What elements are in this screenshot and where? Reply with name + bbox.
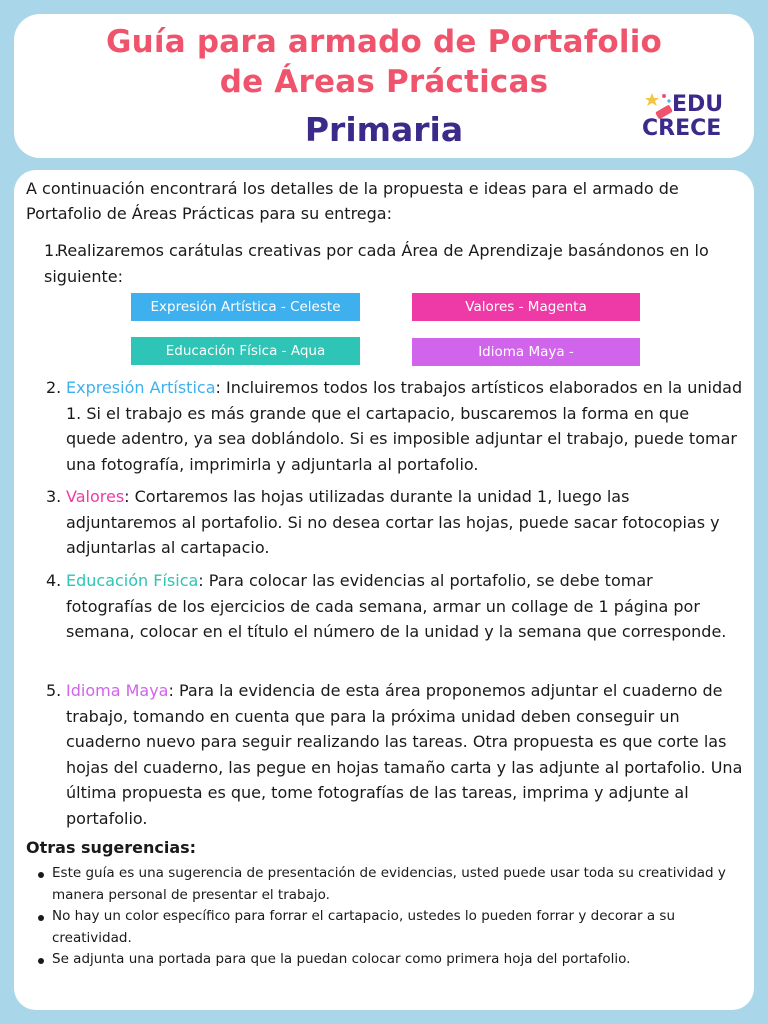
color-box-aqua: Educación Física - Aqua <box>131 337 360 365</box>
item-number: 1. <box>44 241 60 260</box>
logo-text-top: EDU <box>672 92 724 117</box>
bullet-icon <box>38 872 44 878</box>
item-text: : Para colocar las evidencias al portafolio, se debe tomar fotografías de los ejercicios de cada semana, armar un collage de 1 página por semana, colocar en el título el número de la unidad y la semana que corresponde. <box>66 571 727 641</box>
area-name-valores: Valores <box>66 487 125 506</box>
subtitle: Primaria <box>304 110 464 149</box>
other-suggestions-title: Otras sugerencias: <box>26 838 197 857</box>
item-text: : Cortaremos las hojas utilizadas durante la unidad 1, luego las adjuntaremos al portafolio. Si no desea cortar las hojas, puede sacar fotocopias y adjuntarlas al cartapacio. <box>66 487 720 557</box>
area-name-idioma-maya: Idioma Maya <box>66 681 169 700</box>
educrece-logo <box>636 90 736 146</box>
list-item-4 <box>46 568 744 645</box>
color-box-magenta: Valores - Magenta <box>412 293 640 321</box>
color-box-celeste: Expresión Artística - Celeste <box>131 293 360 321</box>
bullet-icon <box>38 915 44 921</box>
item-number: 2. <box>46 378 62 397</box>
list-item: Se adjunta una portada para que la puedan colocar como primera hoja del portafolio. <box>36 949 744 971</box>
title-line-1: Guía para armado de Portafolio <box>105 24 663 60</box>
title-line-2: de Áreas Prácticas <box>219 64 549 100</box>
logo-text-bottom: CRECE <box>642 116 722 141</box>
item-text: : Para la evidencia de esta área proponemos adjuntar el cuaderno de trabajo, tomando en cuenta que para la próxima unidad deben conseguir un cuaderno nuevo para seguir realizando las tareas. Otra propuesta es que corte las hojas del cuaderno, las pegue en hojas tamaño carta y las adjunte al portafolio. Una última propuesta es que, tome fotografías de las tareas, imprima y adjunte al portafolio. <box>66 681 743 828</box>
area-name-educacion-fisica: Educación Física <box>66 571 199 590</box>
item-number: 4. <box>46 571 62 590</box>
list-item-2 <box>46 375 744 477</box>
content-card <box>14 170 754 1010</box>
area-name-expresion: Expresión Artística <box>66 378 216 397</box>
list-item-5 <box>46 678 744 831</box>
item-text: Realizaremos carátulas creativas por cada Área de Aprendizaje basándonos en lo siguiente: <box>44 241 709 286</box>
item-number: 5. <box>46 681 62 700</box>
item-number: 3. <box>46 487 62 506</box>
color-box-maya: Idioma Maya - <box>412 338 640 366</box>
list-item: No hay un color específico para forrar el cartapacio, ustedes lo pueden forrar y decorar a su creatividad. <box>36 906 744 949</box>
header-card <box>14 14 754 158</box>
bullet-icon <box>38 958 44 964</box>
intro-paragraph: A continuación encontrará los detalles de la propuesta e ideas para el armado de Portafolio de Áreas Prácticas para su entrega: <box>26 179 679 223</box>
list-item-3 <box>46 484 744 561</box>
suggestions-list <box>36 863 744 971</box>
list-item-1 <box>44 238 744 289</box>
item-text: : Incluiremos todos los trabajos artísticos elaborados en la unidad 1. Si el trabajo es más grande que el cartapacio, buscaremos la forma en que quede adentro, ya sea doblándolo. Si es imposible adjuntar el trabajo, puede tomar una fotografía, imprimirla y adjuntarla al portafolio. <box>66 378 743 474</box>
list-item: Este guía es una sugerencia de presentación de evidencias, usted puede usar toda su creatividad y manera personal de presentar el trabajo. <box>36 863 744 906</box>
